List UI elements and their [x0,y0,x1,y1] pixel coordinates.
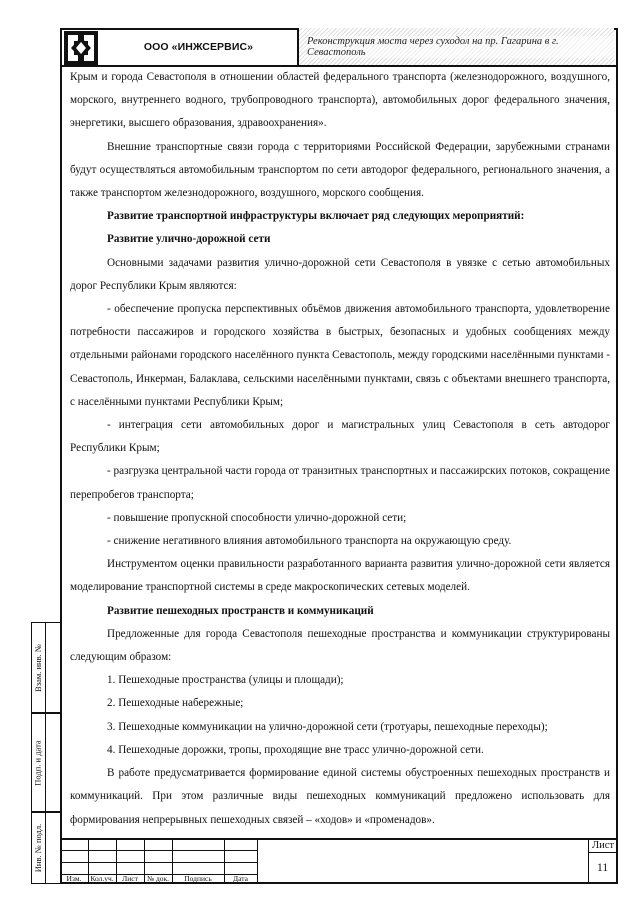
margin-label-vzam: Взам. инв. № [33,643,43,692]
header-stamp [60,28,618,68]
org-name: ООО «ИНЖСЕРВИС» [143,40,254,53]
col-podpis: Подпись [184,874,212,883]
paragraph: Крым и города Севастополя в отношении областей федерального транспорта (железнодорожного, воздушного, морского, внутреннего водного, трубопроводного транспорта), автомобильных дорог федерального значения, энергетики, высшего образования, здравоохранения». [70,71,610,130]
paragraph: - интеграция сети автомобильных дорог и магистральных улиц Севастополя в сеть автодорог Республики Крым; [70,419,610,455]
paragraph: - разгрузка центральной части города от транзитных транспортных и пассажирских потоков, сокращение перепробегов транспорта; [70,465,610,501]
margin-label-inv: Инв. № подл. [33,823,43,873]
title-block [60,838,618,884]
paragraph: - повышение пропускной способности улично-дорожной сети; [107,511,407,524]
paragraph: В работе предусматривается формирование единой системы обустроенных пешеходных пространств и коммуникаций. При этом различные виды пешеходных коммуникаций предложено использовать для формирования непрерывных пешеходных связей – «ходов» и «променадов». [70,767,610,826]
margin-divider [45,622,46,884]
paragraph: - обеспечение пропуска перспективных объёмов движения автомобильного транспорта, удовлетворение потребности пассажиров и городского хозяйства в быстрых, безопасных и удобных сообщениях между отдельными районами городского населённого пункта Севастополь, между городскими населёнными пунктами - Севастополь, Инкерман, Балаклава, сельскими населёнными пунктами, связь с объектами внешнего транспорта, с населёнными пунктами Республики Крым; [70,303,610,408]
section-heading: Развитие пешеходных пространств и коммуникаций [107,604,374,617]
paragraph: 4. Пешеходные дорожки, тропы, проходящие вне трасс улично-дорожной сети. [107,743,484,756]
col-kol-uch: Кол.уч. [90,874,114,883]
col-data: Дата [233,874,248,883]
paragraph: Предложенные для города Севастополя пешеходные пространства и коммуникации структурированы следующим образом: [70,627,610,664]
paragraph: Основными задачами развития улично-дорожной сети Севастополя в увязке с сетью автомобильных дорог Республики Крым являются: [70,256,610,292]
paragraph: - снижение негативного влияния автомобильного транспорта на окружающую среду. [107,535,512,548]
sheet-label: Лист [592,840,614,851]
paragraph: 2. Пешеходные набережные; [107,697,244,710]
margin-label-podp: Подп. и дата [33,739,44,786]
paragraph: 1. Пешеходные пространства (улицы и площади); [107,674,344,687]
paragraph: Инструментом оценки правильности разработанного варианта развития улично-дорожной сети является моделирование транспортной системы в среде макроскопических сетевых моделей. [70,558,610,594]
paragraph: Внешние транспортные связи города с территориями Российской Федерации, зарубежными странами будут осуществляться автомобильным транспортом по сети автодорог федерального, регионального значения, а также транспортом железнодорожного, воздушного, морского сообщения. [70,140,610,200]
document-body [70,66,610,832]
sheet-number: 11 [597,862,609,874]
section-heading: Развитие улично-дорожной сети [107,233,271,246]
project-title: Реконструкция моста через суходол на пр. Гагарина в г. Севастополь [297,28,614,65]
section-heading: Развитие транспортной инфраструктуры включает ряд следующих мероприятий: [107,210,525,223]
company-logo-icon [64,31,98,65]
paragraph: 3. Пешеходные коммуникации на улично-дорожной сети (тротуары, пешеходные переходы); [107,720,548,733]
col-list: Лист [122,874,138,883]
col-izm: Изм. [66,874,82,883]
col-n-dok: № док. [146,874,170,883]
